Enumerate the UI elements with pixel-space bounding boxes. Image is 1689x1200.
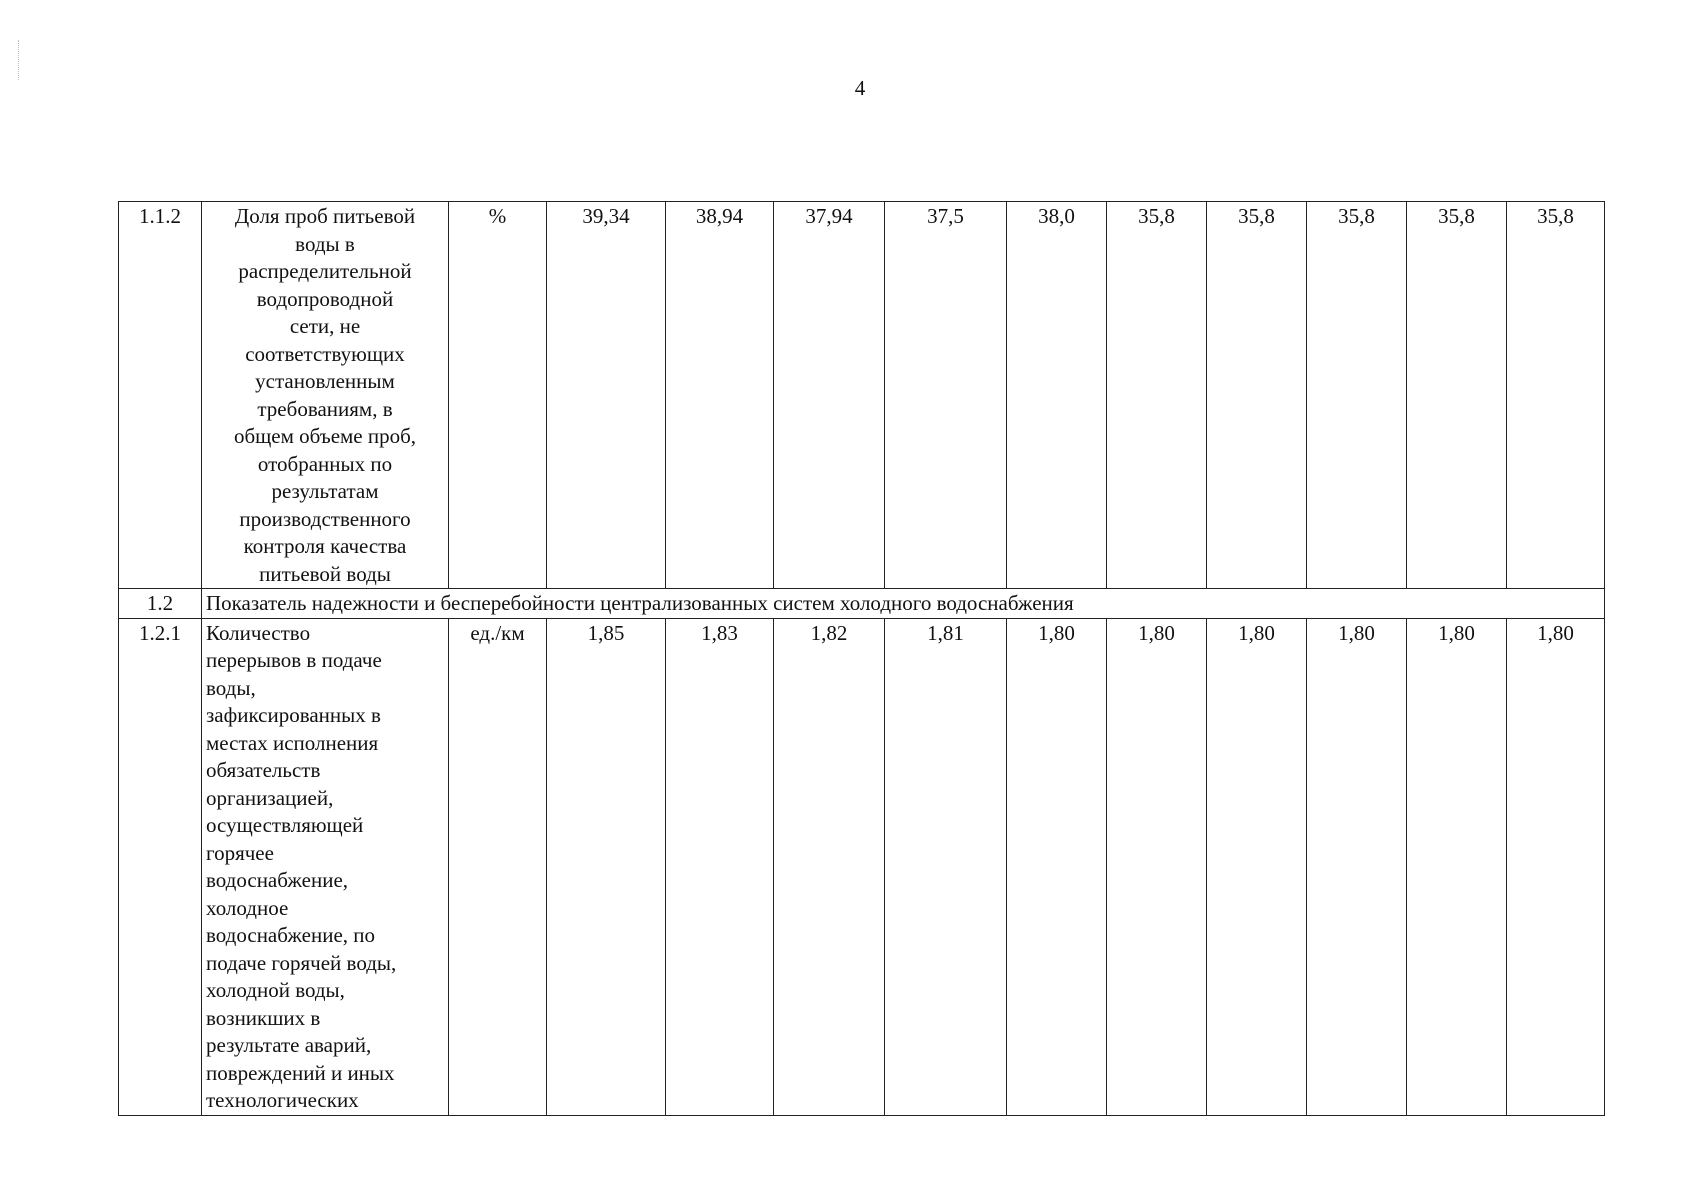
name-line: зафиксированных в	[206, 703, 381, 727]
value-cell: 1,80	[1507, 618, 1605, 1115]
value-cell: 1,81	[885, 618, 1007, 1115]
name-line: организацией,	[206, 785, 334, 810]
name-line: Количество	[206, 620, 311, 645]
value-cell: 1,82	[774, 618, 885, 1115]
scan-margin-mark	[18, 40, 21, 80]
indicators-table	[118, 201, 1605, 1116]
name-line: результате аварий,	[206, 1033, 372, 1057]
section-title: Показатель надежности и бесперебойности централизованных систем холодного водоснабжения	[202, 589, 1605, 619]
value-cell: 35,8	[1207, 202, 1307, 589]
table-row-1-2-1	[119, 618, 1605, 1115]
page-number: 4	[854, 76, 866, 100]
value-cell: 35,8	[1507, 202, 1605, 589]
indicator-name-cell	[202, 202, 449, 589]
value-cell: 1,80	[1407, 618, 1507, 1115]
name-line: отобранных по	[257, 451, 393, 476]
name-line: повреждений и иных	[206, 1060, 395, 1085]
name-line: производственного	[239, 506, 411, 531]
value-cell: 35,8	[1107, 202, 1207, 589]
table-row-1-2-section	[119, 589, 1605, 619]
indicator-name	[206, 620, 444, 1115]
name-line: возникших в	[206, 1005, 321, 1030]
indicator-name	[206, 203, 444, 588]
row-number: 1.1.2	[119, 202, 202, 589]
value-cell: 1,83	[666, 618, 774, 1115]
name-line: установленным	[255, 369, 395, 393]
name-line: контроля качества	[243, 534, 407, 558]
name-line: водоснабжение,	[206, 868, 349, 892]
name-line: перерывов в подаче	[206, 648, 382, 672]
name-line: осуществляющей	[206, 813, 364, 837]
indicator-name-cell	[202, 618, 449, 1115]
value-cell: 1,85	[547, 618, 666, 1115]
name-line: холодное	[206, 895, 289, 920]
value-cell: 37,5	[885, 202, 1007, 589]
value-cell: 37,94	[774, 202, 885, 589]
row-number: 1.2	[119, 589, 202, 619]
name-line: общем объеме проб,	[233, 424, 417, 448]
name-line: холодной воды,	[206, 978, 345, 1002]
name-line: обязательств	[206, 758, 321, 782]
value-cell: 39,34	[547, 202, 666, 589]
name-line: подаче горячей воды,	[206, 950, 397, 975]
name-line: водоснабжение, по	[206, 923, 376, 947]
value-cell: 35,8	[1407, 202, 1507, 589]
value-cell: 1,80	[1007, 618, 1107, 1115]
value-cell: 38,94	[666, 202, 774, 589]
table-row-1-1-2	[119, 202, 1605, 589]
name-line: воды в	[295, 231, 355, 256]
name-line: результатам	[271, 479, 379, 503]
name-line: водопроводной	[256, 286, 394, 311]
row-number: 1.2.1	[119, 618, 202, 1115]
value-cell: 1,80	[1107, 618, 1207, 1115]
name-line: воды,	[206, 675, 256, 700]
name-line: питьевой воды	[259, 561, 391, 586]
unit-cell: %	[449, 202, 547, 589]
value-cell: 38,0	[1007, 202, 1107, 589]
name-line: требованиям, в	[257, 396, 393, 421]
value-cell: 1,80	[1207, 618, 1307, 1115]
name-line: распределительной	[238, 259, 412, 283]
name-line: соответствующих	[245, 341, 405, 366]
value-cell: 1,80	[1307, 618, 1407, 1115]
value-cell: 35,8	[1307, 202, 1407, 589]
unit-cell: ед./км	[449, 618, 547, 1115]
name-line: Доля проб питьевой	[234, 204, 416, 228]
name-line: горячее	[206, 840, 274, 865]
name-line: технологических	[206, 1088, 359, 1112]
name-line: сети, не	[289, 314, 361, 338]
name-line: местах исполнения	[206, 730, 379, 755]
